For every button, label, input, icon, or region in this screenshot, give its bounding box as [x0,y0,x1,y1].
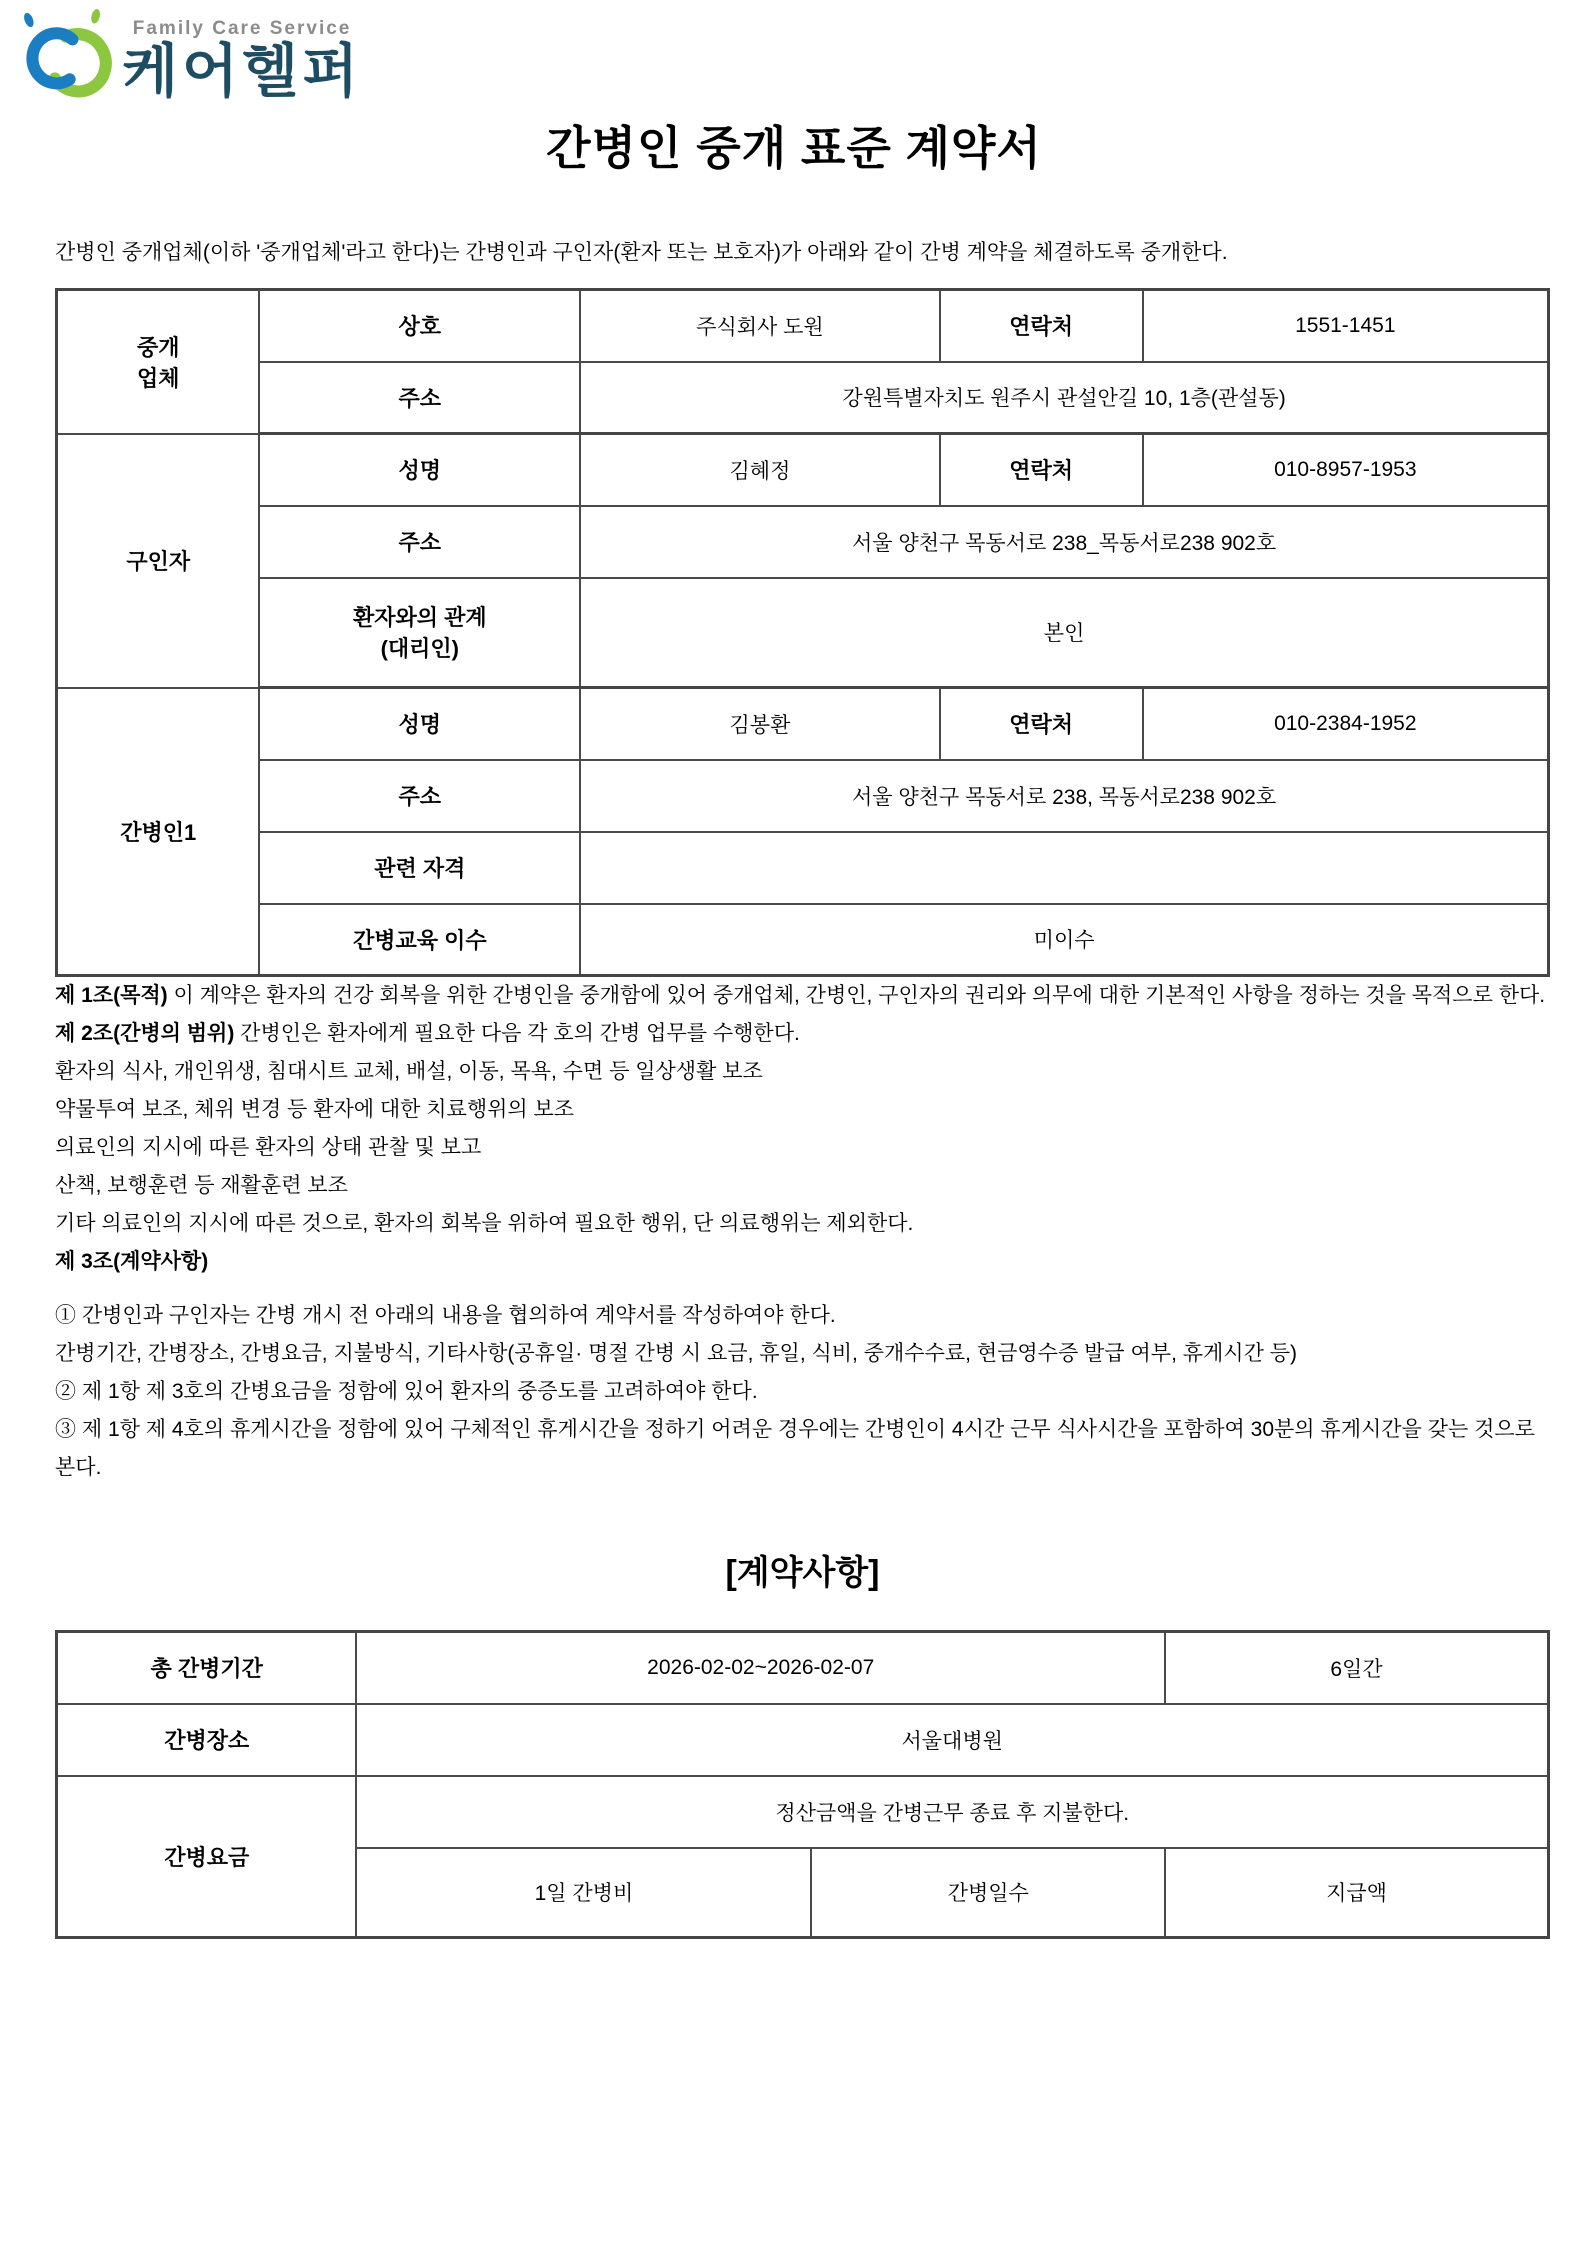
article2-item: 의료인의 지시에 따른 환자의 상태 관찰 및 보고 [55,1136,482,1159]
intro-text: 간병인 중개업체(이하 '중개업체'라고 한다)는 간병인과 구인자(환자 또는 보호자)가 아래와 같이 간병 계약을 체결하도록 중개한다. [55,241,1228,264]
employer-contact-value: 010-8957-1953 [1143,434,1549,506]
employer-relation-value: 본인 [580,578,1548,688]
caregiver-name-value: 김봉환 [580,688,940,760]
employer-relation-label: 환자와의 관계 (대리인) [259,578,580,688]
terms-fee-days-header: 간병일수 [811,1848,1165,1938]
caregiver-address-label: 주소 [259,760,580,832]
article3-title: 제 3조(계약사항) [55,1250,209,1273]
article2-item: 환자의 식사, 개인위생, 침대시트 교체, 배설, 이동, 목욕, 수면 등 일상생활 보조 [55,1060,763,1083]
terms-place-value: 서울대병원 [356,1704,1548,1776]
caregiver-education-label: 간병교육 이수 [259,904,580,976]
article1-title: 제 1조(목적) [55,984,168,1007]
employer-name-label: 성명 [259,434,580,506]
caregiver-name-label: 성명 [259,688,580,760]
employer-address-label: 주소 [259,506,580,578]
terms-table [55,1630,1550,1939]
terms-fee-note: 정산금액을 간병근무 종료 후 지불한다. [356,1776,1548,1848]
terms-place-label: 간병장소 [57,1704,357,1776]
carehelper-heart-icon [14,4,116,112]
broker-group-label: 중개 업체 [57,290,260,434]
broker-contact-label: 연락처 [940,290,1143,362]
broker-contact-value: 1551-1451 [1143,290,1549,362]
terms-section-title: [계약사항] [725,1554,880,1592]
article2-text: 제 2조(간병의 범위) 간병인은 환자에게 필요한 다음 각 호의 간병 업무를 수행한다. [55,1022,800,1045]
caregiver-education-value: 미이수 [580,904,1548,976]
terms-period-days: 6일간 [1165,1632,1548,1704]
employer-group-label: 구인자 [57,434,260,688]
document-content [55,234,1550,1939]
document-header [0,0,1588,234]
employer-contact-label: 연락처 [940,434,1143,506]
brand-tagline: Family Care Service [132,18,352,39]
employer-name-value: 김혜정 [580,434,940,506]
terms-fee-amount-header: 지급액 [1165,1848,1548,1938]
caregiver-license-label: 관련 자격 [259,832,580,904]
caregiver-license-value [580,832,1548,904]
terms-fee-daily-header: 1일 간병비 [356,1848,811,1938]
article2-item: 약물투여 보조, 체위 변경 등 환자에 대한 치료행위의 보조 [55,1098,575,1121]
logo-text [122,18,362,104]
article3-clause3: ③ 제 1항 제 4호의 휴게시간을 정함에 있어 구체적인 휴게시간을 정하기 어려운 경우에는 간병인이 4시간 근무 식사시간을 포함하여 30분의 휴게시간을 갖는 것으로 본다. [55,1418,1535,1479]
broker-address-value: 강원특별자치도 원주시 관설안길 10, 1층(관설동) [580,362,1548,434]
article1-text: 제 1조(목적) 이 계약은 환자의 건강 회복을 위한 간병인을 중개함에 있어 중개업체, 간병인, 구인자의 권리와 의무에 대한 기본적인 사항을 정하는 것을 목적으로 한다. [55,984,1546,1007]
caregiver-group-label: 간병인1 [57,688,260,976]
terms-fee-label: 간병요금 [57,1776,357,1938]
caregiver-contact-label: 연락처 [940,688,1143,760]
caregiver-address-value: 서울 양천구 목동서로 238, 목동서로238 902호 [580,760,1548,832]
parties-table [55,288,1550,977]
article3-clause1: ① 간병인과 구인자는 간병 개시 전 아래의 내용을 협의하여 계약서를 작성하여야 한다. 간병기간, 간병장소, 간병요금, 지불방식, 기타사항(공휴일· 명절 간병 시 요금, 휴일, 식비, 중개수수료, 현금영수증 발급 여부, 휴게시간 등) [55,1304,1297,1365]
terms-period-label: 총 간병기간 [57,1632,357,1704]
terms-period-value: 2026-02-02~2026-02-07 [356,1632,1165,1704]
caregiver-contact-value: 010-2384-1952 [1143,688,1549,760]
article2-item: 산책, 보행훈련 등 재활훈련 보조 [55,1174,348,1197]
article2-title: 제 2조(간병의 범위) [55,1022,235,1045]
article2-item: 기타 의료인의 지시에 따른 것으로, 환자의 회복을 위하여 필요한 행위, 단 의료행위는 제외한다. [55,1212,914,1235]
article3-clause2: ② 제 1항 제 3호의 간병요금을 정함에 있어 환자의 중증도를 고려하여야 한다. [55,1380,758,1403]
page-title: 간병인 중개 표준 계약서 [546,122,1042,174]
broker-address-label: 주소 [259,362,580,434]
brand-name: 케어헬퍼 [122,39,363,104]
carehelper-logo [14,4,362,112]
broker-bizname-value: 주식회사 도원 [580,290,940,362]
employer-address-value: 서울 양천구 목동서로 238_목동서로238 902호 [580,506,1548,578]
broker-bizname-label: 상호 [259,290,580,362]
